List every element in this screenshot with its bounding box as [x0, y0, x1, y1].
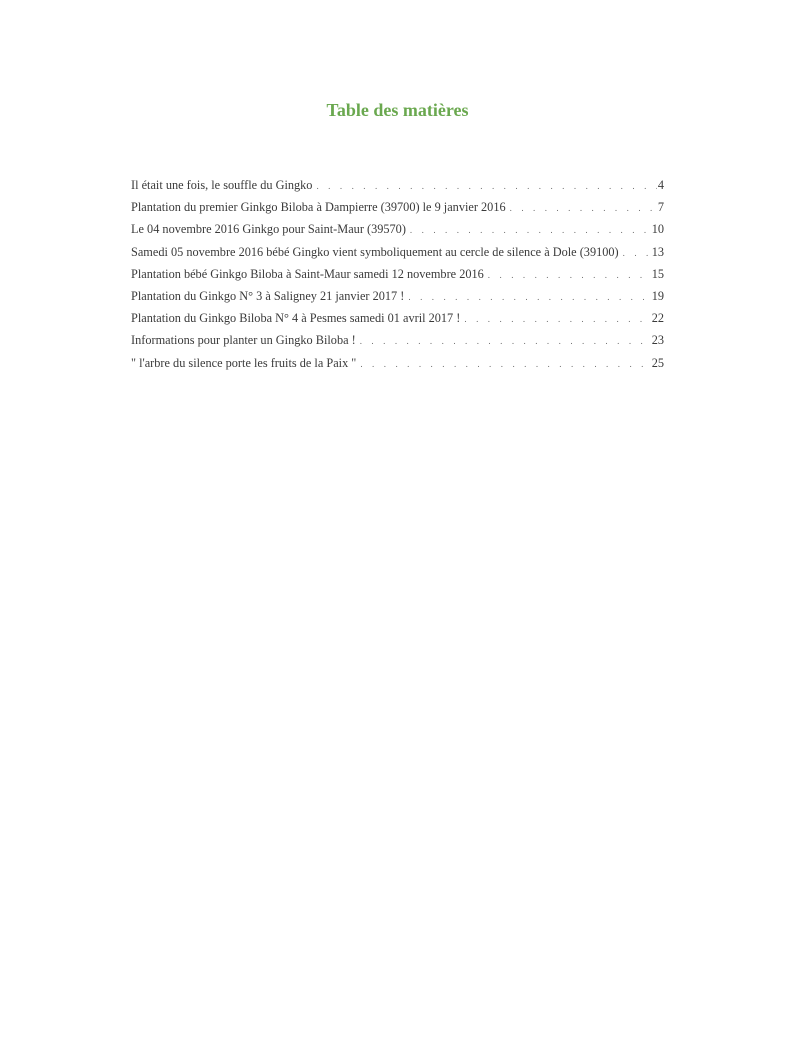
toc-leader-dots: [410, 225, 651, 235]
toc-entry-page: 13: [651, 244, 664, 259]
toc-entry-page: 25: [651, 355, 664, 370]
toc-entry-title: Il était une fois, le souffle du Gingko: [131, 178, 313, 192]
toc-entry[interactable]: [131, 245, 664, 267]
toc-entry[interactable]: [131, 222, 664, 244]
toc-list: [131, 178, 664, 378]
toc-entry[interactable]: [131, 311, 664, 333]
toc-entry[interactable]: [131, 267, 664, 289]
toc-entry-title: Plantation du premier Ginkgo Biloba à Dampierre (39700) le 9 janvier 2016: [131, 200, 506, 215]
toc-entry[interactable]: [131, 333, 664, 355]
toc-entry[interactable]: [131, 178, 664, 200]
toc-entry[interactable]: [131, 200, 664, 222]
toc-entry[interactable]: [131, 356, 664, 378]
toc-entry-title: Informations pour planter un Gingko Biloba !: [131, 333, 356, 348]
toc-entry-page: 23: [651, 333, 664, 348]
toc-entry-title: Le 04 novembre 2016 Ginkgo pour Saint-Maur (39570): [131, 222, 406, 237]
toc-leader-dots: [464, 314, 650, 324]
toc-leader-dots: [408, 292, 650, 302]
toc-entry-title: Plantation bébé Ginkgo Biloba à Saint-Maur samedi 12 novembre 2016: [131, 266, 484, 281]
toc-leader-dots: [316, 181, 656, 191]
toc-title: Table des matières: [326, 100, 469, 120]
toc-leader-dots: [510, 203, 657, 213]
toc-entry[interactable]: [131, 289, 664, 311]
toc-leader-dots: [360, 336, 651, 346]
toc-entry-title: Plantation du Ginkgo N° 3 à Saligney 21 janvier 2017 !: [131, 288, 405, 303]
toc-entry-page: 10: [651, 222, 664, 237]
toc-leader-dots: [488, 270, 651, 280]
toc-entry-title: Samedi 05 novembre 2016 bébé Gingko vient symboliquement au cercle de silence à Dole (39100): [131, 244, 619, 259]
toc-entry-page: 4: [657, 178, 664, 192]
toc-entry-page: 7: [657, 200, 664, 215]
toc-entry-page: 15: [651, 266, 664, 281]
toc-entry-title: Plantation du Ginkgo Biloba N° 4 à Pesmes samedi 01 avril 2017 !: [131, 311, 461, 326]
toc-leader-dots: [623, 248, 651, 258]
toc-entry-page: 22: [651, 311, 664, 326]
toc-leader-dots: [360, 359, 650, 369]
toc-entry-title: " l'arbre du silence porte les fruits de la Paix ": [131, 355, 357, 370]
toc-entry-page: 19: [651, 288, 664, 303]
